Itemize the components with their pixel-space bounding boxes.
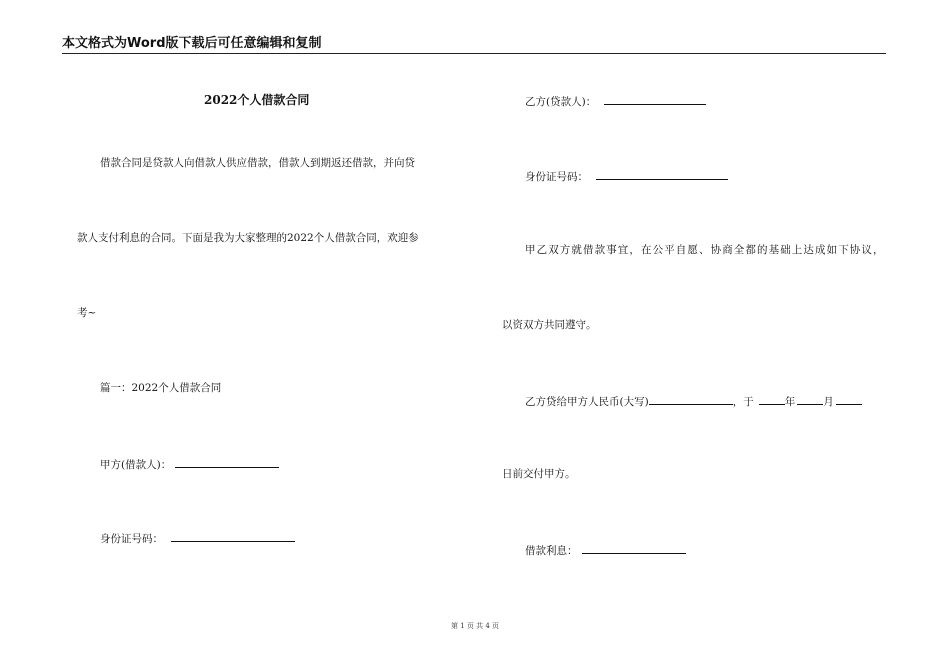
party-b-id-row bbox=[525, 168, 728, 184]
party-a-label: 甲方(借款人)： bbox=[100, 459, 172, 471]
party-b-label: 乙方(贷款人)： bbox=[525, 96, 597, 108]
agreement-paragraph-line-1: 甲乙双方就借款事宜，在公平自愿、协商全都的基础上达成如下协议， bbox=[525, 244, 885, 256]
page-footer: 第 1 页 共 4 页 bbox=[450, 622, 500, 630]
party-a-row bbox=[100, 456, 279, 472]
document-title: 2022个人借款合同 bbox=[204, 93, 310, 107]
party-a-id-row bbox=[100, 530, 295, 546]
delivery-date-line: 日前交付甲方。 bbox=[502, 468, 576, 480]
intro-paragraph-line-2: 款人支付利息的合同。下面是我为大家整理的2022个人借款合同，欢迎参 bbox=[77, 232, 419, 244]
interest-blank bbox=[582, 542, 686, 554]
comma-yu-text: ，于 bbox=[732, 396, 754, 408]
party-b-blank bbox=[604, 93, 706, 105]
interest-label: 借款利息： bbox=[525, 545, 578, 557]
party-b-id-label: 身份证号码： bbox=[525, 171, 588, 183]
intro-paragraph-line-3: 考~ bbox=[77, 307, 97, 319]
party-b-row bbox=[525, 93, 706, 109]
page-header bbox=[62, 36, 886, 54]
intro-paragraph-line-1: 借款合同是贷款人向借款人供应借款，借款人到期返还借款，并向贷 bbox=[100, 157, 415, 169]
month-label: 月 bbox=[823, 396, 834, 408]
year-blank bbox=[759, 393, 785, 405]
month-blank bbox=[797, 393, 823, 405]
header-text: 本文格式为Word版下载后可任意编辑和复制 bbox=[62, 36, 322, 51]
party-a-blank bbox=[175, 456, 279, 468]
day-blank bbox=[836, 393, 862, 405]
party-a-id-label: 身份证号码： bbox=[100, 533, 163, 545]
party-b-id-blank bbox=[596, 168, 728, 180]
loan-amount-row bbox=[525, 393, 862, 409]
year-label: 年 bbox=[784, 396, 796, 408]
interest-row bbox=[525, 542, 686, 558]
section-heading: 篇一：2022个人借款合同 bbox=[100, 382, 222, 394]
loan-amount-blank bbox=[649, 393, 733, 405]
agreement-paragraph-line-2: 以资双方共同遵守。 bbox=[502, 319, 597, 331]
party-a-id-blank bbox=[171, 530, 295, 542]
loan-amount-label: 乙方贷给甲方人民币(大写) bbox=[525, 396, 649, 408]
